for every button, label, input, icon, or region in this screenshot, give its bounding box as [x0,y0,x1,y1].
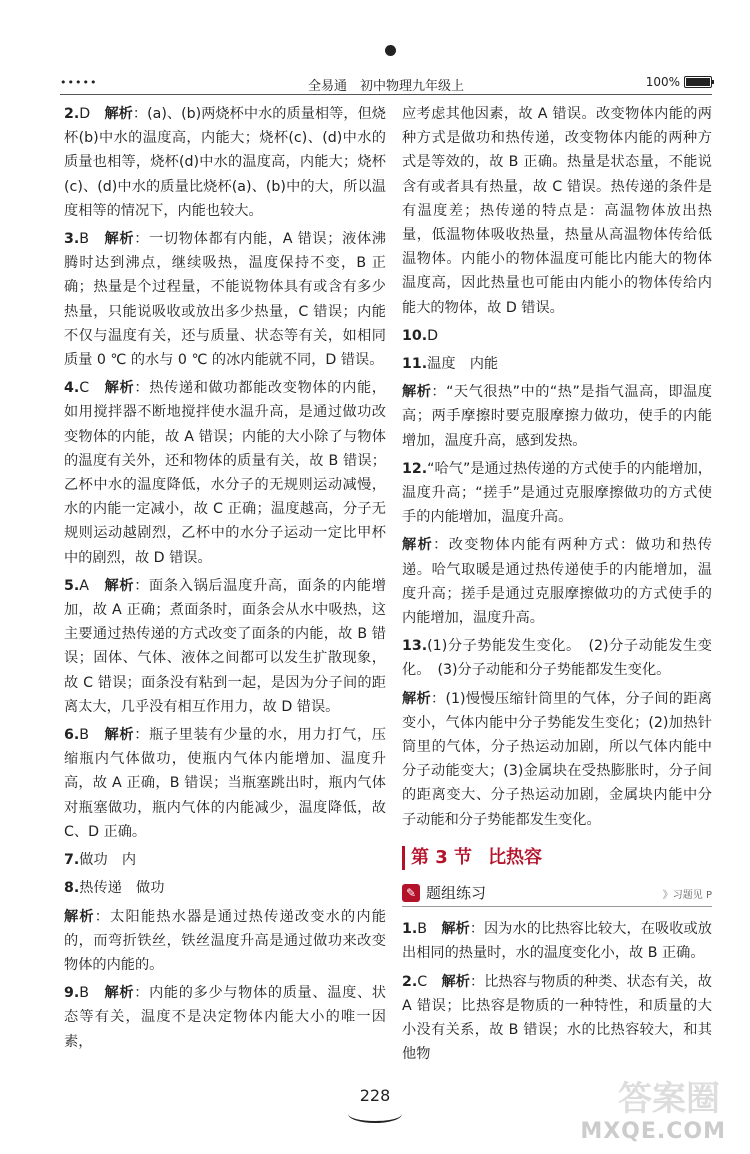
question-number: 12. [402,460,428,477]
explanation-text: ：因为水的比热容比较大，在吸收或放出相同的热量时，水的温度变化小，故 B 正确。 [402,921,712,962]
continued-text-body: 应考虑其他因素，故 A 错误。改变物体内能的两种方式是做功和热传递，改变物体内能的两种方式是等效的，故 B 正确。热量是状态量，不能说含有或者具有热量，故 C 错误。热传递的条件是有温度差；热传递的特点是：高温物体放出热量，低温物体吸收热量，热量从高温物体传给低温物体。内能小的物体温度可能比内能大的物体温度高，因此热量也可能由内能小的物体传给内能大的物体，故 D 错误。 [402,106,712,316]
explanation-text: ：(1)慢慢压缩针筒里的气体，分子间的距离变小，气体内能中分子势能发生变化；(2)加热针筒里的气体，分子热运动加剧，所以气体内能中分子动能变大；(3)金属块在受热膨胀时，分子间的距离变大、分子热运动加剧，金属块内能中分子动能和分子势能都发生变化。 [402,690,712,828]
left-column [64,102,386,1058]
question-number: 10. [402,327,428,344]
explanation [402,380,712,453]
answer: “哈气”是通过热传递的方式使手的内能增加，温度升高；“搓手”是通过克服摩擦做功的方式使手的内能增加，温度升高。 [402,460,712,526]
right-column [402,102,712,1070]
answer-item [402,634,712,682]
watermark-logo: 答案圈 [618,1079,720,1119]
question-number: 8. [64,880,80,897]
explanation [64,905,386,978]
answer: 热传递 做功 [79,880,165,897]
explanation-label: 解析 [402,690,431,707]
battery-icon [684,76,712,88]
answer: B [79,231,105,248]
question-number: 1. [402,921,418,938]
question-number: 13. [402,638,428,655]
answer-item [64,376,386,570]
explanation [402,533,712,630]
answer-item [64,848,386,872]
question-number: 3. [64,231,80,248]
camera-dot [385,45,396,56]
answer: B [79,985,105,1002]
answer-item [64,227,386,372]
answer-item [64,574,386,719]
explanation-text: ：热传递和做功都能改变物体的内能，如用搅拌器不断地搅拌使水温升高，是通过做功改变物体的内能，故 A 错误；内能的大小除了与物体的温度有关外，还和物体的质量有关，故 B 错误；乙杯中水的温度降低，水分子的无规则运动减慢，水的内能一定减小，故 C 正确；温度越高，分子无规则运动越剧烈，乙杯中的水分子运动一定比甲杯中的剧烈，故 D 错误。 [64,380,386,566]
answer-item [64,981,386,1054]
answer-item [402,457,712,530]
explanation-label: 解析 [402,537,434,554]
answer-item [64,723,386,844]
answer: 做功 内 [79,852,137,869]
question-number: 9. [64,985,80,1002]
practice-header [402,880,712,907]
battery-status [646,75,712,89]
answer: D [79,106,105,122]
explanation-label: 解析 [64,908,95,925]
question-number: 2. [64,106,80,122]
section-number: 第 3 节 [411,846,473,868]
explanation-label: 解析 [104,380,135,397]
practice-ref: 》习题见 P [662,890,712,902]
continued-text [402,102,712,320]
answer: A [79,577,105,594]
answer-item [402,917,712,965]
battery-percent: 100% [645,75,680,89]
explanation-label: 解析 [104,106,133,122]
explanation-label: 解析 [104,727,135,744]
practice-title: 题组练习 [426,883,487,902]
explanation-text: ：“天气很热”中的“热”是指气温高，即温度高；两手摩擦时要克服摩擦力做功，使手的内能增加，温度升高，感到发热。 [402,384,712,449]
answer-item [402,970,712,1067]
question-number: 6. [64,727,80,744]
explanation-label: 解析 [104,985,135,1002]
answer: 温度 内能 [427,356,499,373]
explanation-text: ：比热容与物质的种类、状态有关，故 A 错误；比热容是物质的一种特性，和质量的大小没有关系，故 B 错误；水的比热容较大，和其他物 [402,973,712,1063]
page-arc [348,1105,402,1123]
page-number [340,1086,410,1123]
answer-item [64,876,386,900]
explanation-label: 解析 [402,384,432,401]
explanation-text: ：一切物体都有内能，A 错误；液体沸腾时达到沸点，继续吸热，温度保持不变，B 正确；热量是个过程量，不能说物体具有或含有多少热量，只能说吸收或放出多少热量，C 错误；内能不仅与温度有关，还与质量、状态等有关，如相同质量 0 ℃ 的水与 0 ℃ 的冰内能就不同，D 错误。 [64,231,386,369]
book-title: 全易通 初中物理九年级上 [307,79,464,94]
answer-item [402,352,712,376]
answer: C [79,380,105,397]
explanation-label: 解析 [104,231,135,248]
answer-item [64,102,386,223]
answer: B [79,727,105,744]
explanation-label: 解析 [441,921,470,938]
signal-indicator: ••••• [60,76,98,89]
explanation-text: ：内能的多少与物体的质量、温度、状态等有关，温度不是决定物体内能大小的唯一因素， [64,985,386,1050]
explanation-label: 解析 [441,973,470,990]
explanation-text: ：改变物体内能有两种方式：做功和热传递。哈气取暖是通过热传递使手的内能增加，温度升高；搓手是通过克服摩擦做功的方式使手的内能增加，温度升高。 [402,537,712,627]
section-name: 比热容 [488,846,543,868]
section-accent [402,846,405,870]
answer-item [402,324,712,348]
explanation-text: ：面条入锅后温度升高，面条的内能增加，故 A 正确；煮面条时，面条会从水中吸热，这主要通过热传递的方式改变了面条的内能，故 B 错误；固体、气体、液体之间都可以发生扩散现象，故 C 错误；面条没有粘到一起，是因为分子间的距离太大，几乎没有相互作用力，故 D 错误。 [64,577,386,715]
answer: (1)分子势能发生变化。 (2)分子动能发生变化。 (3)分子动能和分子势能都发生变化。 [402,638,712,679]
answer: D [427,327,439,344]
question-number: 5. [64,577,80,594]
watermark-url: MXQE.COM [580,1119,726,1144]
section-heading [402,846,712,870]
explanation-label: 解析 [104,577,135,594]
question-number: 2. [402,973,418,990]
page-number-text: 228 [359,1086,391,1105]
answer: C [417,973,442,990]
explanation [402,687,712,832]
explanation-text: ：瓶子里装有少量的水，用力打气，压缩瓶内气体做功，使瓶内气体内能增加、温度升高，故 A 正确，B 错误；当瓶塞跳出时，瓶内气体对瓶塞做功，瓶内气体的内能减少，温度降低，故 C、D 正确。 [64,727,386,840]
answer: B [417,921,442,938]
question-number: 7. [64,852,80,869]
question-number: 4. [64,380,80,397]
question-number: 11. [402,356,428,373]
status-bar [60,74,712,95]
explanation-text: ：(a)、(b)两烧杯中水的质量相等，但烧杯(b)中水的温度高，内能大；烧杯(c)、(d)中水的质量也相等，烧杯(d)中水的温度高，内能大；烧杯(c)、(d)中水的质量比烧杯(a)、(b)中的大，所以温度相等的情况下，内能也较大。 [64,106,386,219]
pencil-icon: ✎ [402,884,420,902]
explanation-text: ：太阳能热水器是通过热传递改变水的内能的，而弯折铁丝，铁丝温度升高是通过做功来改变物体的内能的。 [64,908,386,973]
